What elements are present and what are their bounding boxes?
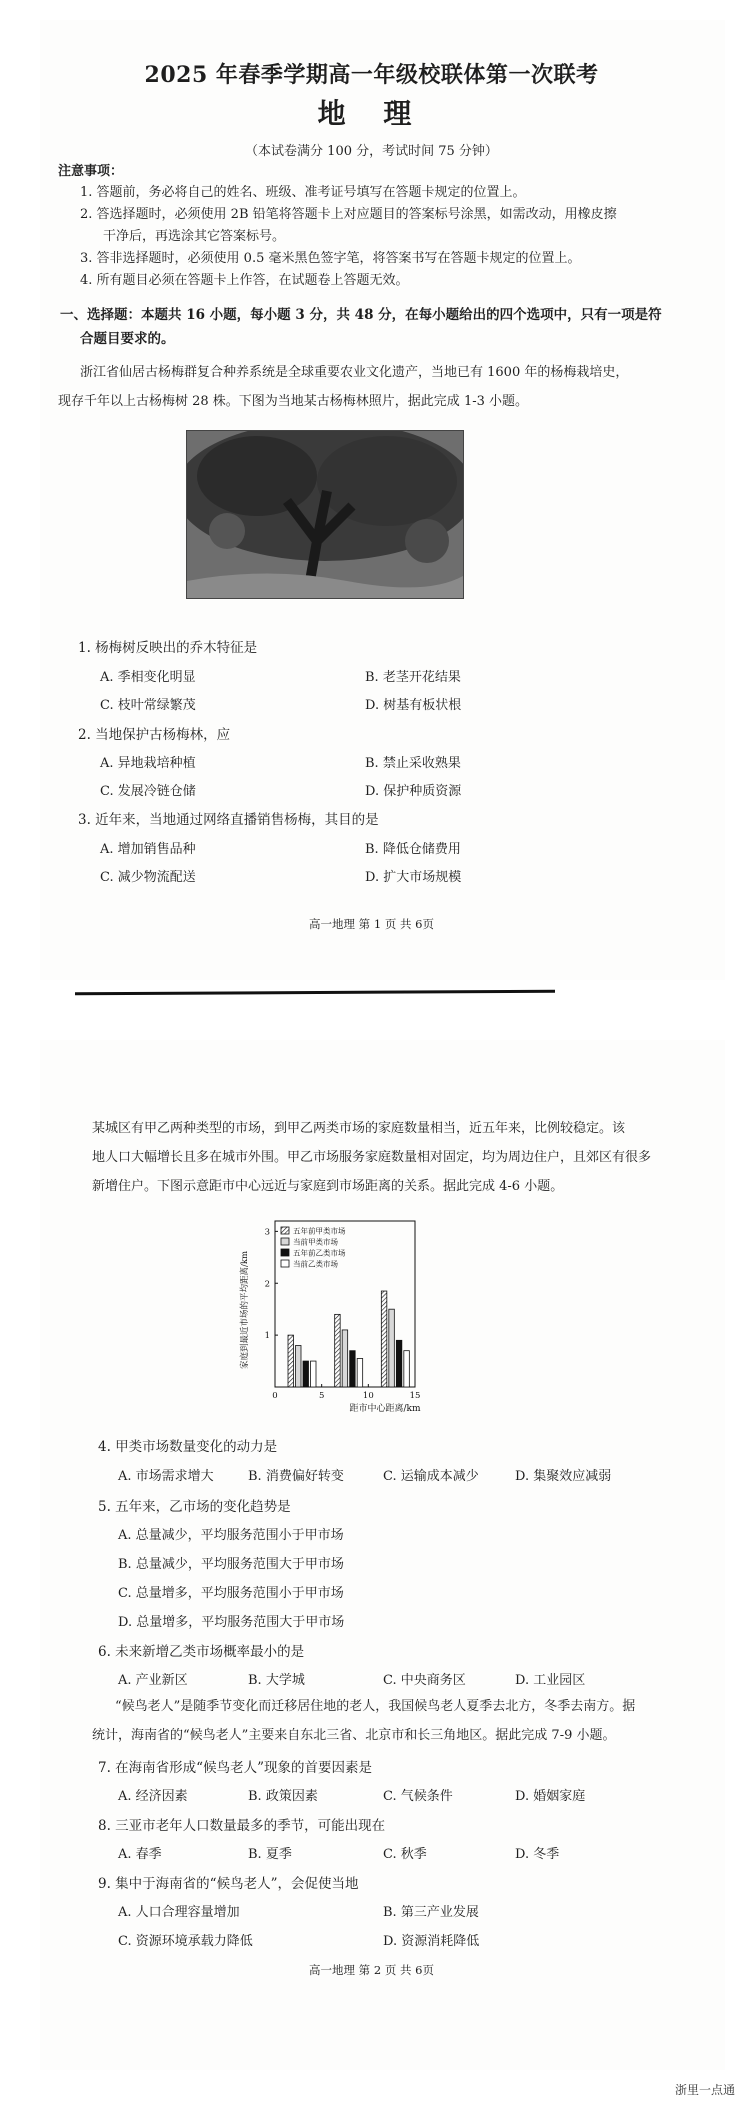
passage-3-line1: “候鸟老人”是随季节变化而迁移居住地的老人，我国候鸟老人夏季去北方，冬季去南方。据 [115, 1699, 636, 1714]
bar-五年前乙类市场-13 [396, 1340, 402, 1387]
notice-3: 3. 答非选择题时，必须使用 0.5 毫米黑色签字笔，将答案书写在答题卡规定的位置上。 [80, 251, 581, 266]
notice-1: 1. 答题前，务必将自己的姓名、班级、准考证号填写在答题卡规定的位置上。 [80, 185, 526, 200]
bar-当前乙类市场-3 [311, 1361, 317, 1387]
q9-option-d[interactable]: D. 资源消耗降低 [383, 1934, 480, 1949]
legend-label: 五年前乙类市场 [293, 1248, 346, 1258]
q5-option-c[interactable]: C. 总量增多，平均服务范围小于甲市场 [118, 1586, 344, 1601]
exam-info: （本试卷满分 100 分，考试时间 75 分钟） [245, 144, 498, 159]
passage-2-line1: 某城区有甲乙两种类型的市场，到甲乙两类市场的家庭数量相当，近五年来，比例较稳定。该 [92, 1121, 626, 1136]
x-tick-label: 0 [272, 1391, 278, 1401]
q8-option-c[interactable]: C. 秋季 [383, 1847, 427, 1862]
x-tick-label: 5 [318, 1391, 325, 1401]
passage-2-line2: 地人口大幅增长且多在城市外围。甲乙市场服务家庭数量相对固定，均为周边住户，且郊区有很多 [92, 1150, 652, 1165]
page-1-footer: 高一地理 第 1 页 共 6页 [309, 917, 434, 931]
q4-option-c[interactable]: C. 运输成本减少 [383, 1469, 479, 1484]
q1-option-b[interactable]: B. 老茎开花结果 [365, 670, 461, 685]
bar-五年前甲类市场-8 [335, 1314, 341, 1387]
q1-stem: 1. 杨梅树反映出的乔木特征是 [78, 640, 258, 656]
x-tick-label: 15 [409, 1391, 421, 1401]
q6-option-d[interactable]: D. 工业园区 [515, 1673, 586, 1688]
passage-1-line2: 现存千年以上古杨梅树 28 株。下图为当地某古杨梅林照片，据此完成 1-3 小题。 [58, 394, 529, 409]
legend-label: 当前甲类市场 [293, 1237, 338, 1247]
section-heading-cont: 合题目要求的。 [80, 331, 175, 347]
q6-option-a[interactable]: A. 产业新区 [118, 1673, 188, 1688]
q8-option-b[interactable]: B. 夏季 [248, 1847, 292, 1862]
q2-option-a[interactable]: A. 异地栽培种植 [100, 756, 196, 771]
y-tick-label: 1 [264, 1331, 270, 1342]
q7-option-c[interactable]: C. 气候条件 [383, 1789, 453, 1804]
passage-3-line2: 统计，海南省的“候鸟老人”主要来自东北三省、北京市和长三角地区。据此完成 7-9 小题。 [92, 1728, 616, 1743]
q9-stem: 9. 集中于海南省的“候鸟老人”，会促使当地 [98, 1876, 359, 1892]
legend-swatch [281, 1260, 289, 1267]
market-distance-chart [235, 1215, 515, 1415]
q6-stem: 6. 未来新增乙类市场概率最小的是 [98, 1644, 305, 1660]
q7-option-d[interactable]: D. 婚姻家庭 [515, 1789, 586, 1804]
bar-当前甲类市场-8 [342, 1330, 348, 1387]
q3-option-c[interactable]: C. 减少物流配送 [100, 870, 196, 885]
bar-五年前甲类市场-13 [381, 1291, 387, 1387]
q5-option-a[interactable]: A. 总量减少，平均服务范围小于甲市场 [118, 1528, 344, 1543]
bar-当前甲类市场-3 [296, 1346, 302, 1388]
q2-option-d[interactable]: D. 保护种质资源 [365, 784, 462, 799]
q1-option-c[interactable]: C. 枝叶常绿繁茂 [100, 698, 196, 713]
chart-x-axis-label: 距市中心距离/km [349, 1404, 421, 1414]
watermark-signature: 浙里一点通 [674, 2083, 735, 2097]
bar-当前甲类市场-13 [389, 1309, 395, 1387]
q8-option-d[interactable]: D. 冬季 [515, 1847, 560, 1862]
q1-option-a[interactable]: A. 季相变化明显 [100, 670, 196, 685]
tree-image [187, 431, 463, 598]
q7-option-a[interactable]: A. 经济因素 [118, 1789, 188, 1804]
passage-2-line3: 新增住户。下图示意距市中心远近与家庭到市场距离的关系。据此完成 4-6 小题。 [92, 1179, 564, 1194]
chart-y-axis-label: 家庭到最近市场的平均距离/km [240, 1250, 250, 1370]
q9-option-a[interactable]: A. 人口合理容量增加 [118, 1905, 240, 1920]
page-divider [75, 990, 555, 996]
legend-swatch [281, 1238, 289, 1245]
q3-option-d[interactable]: D. 扩大市场规模 [365, 870, 462, 885]
bar-当前乙类市场-13 [404, 1351, 410, 1387]
y-tick-label: 2 [264, 1279, 270, 1290]
section-heading: 一、选择题：本题共 16 小题，每小题 3 分，共 48 分，在每小题给出的四个选项中，只有一项是符 [60, 307, 662, 323]
q4-option-d[interactable]: D. 集聚效应减弱 [515, 1469, 612, 1484]
notice-2-cont: 干净后，再选涂其它答案标号。 [103, 229, 286, 244]
q2-stem: 2. 当地保护古杨梅林，应 [78, 727, 231, 743]
q9-option-c[interactable]: C. 资源环境承载力降低 [118, 1934, 253, 1949]
q5-option-d[interactable]: D. 总量增多，平均服务范围大于甲市场 [118, 1615, 345, 1630]
q3-option-b[interactable]: B. 降低仓储费用 [365, 842, 461, 857]
bar-当前乙类市场-8 [357, 1358, 363, 1387]
bar-五年前乙类市场-8 [350, 1351, 356, 1387]
q6-option-b[interactable]: B. 大学城 [248, 1673, 305, 1688]
passage-1-line1: 浙江省仙居古杨梅群复合种养系统是全球重要农业文化遗产，当地已有 1600 年的杨梅栽培史， [80, 365, 629, 380]
bar-五年前乙类市场-3 [303, 1361, 309, 1387]
legend-swatch [281, 1249, 289, 1256]
exam-title: 2025 年春季学期高一年级校联体第一次联考 [144, 62, 599, 88]
q4-option-b[interactable]: B. 消费偏好转变 [248, 1469, 344, 1484]
q9-option-b[interactable]: B. 第三产业发展 [383, 1905, 479, 1920]
q5-option-b[interactable]: B. 总量减少，平均服务范围大于甲市场 [118, 1557, 344, 1572]
y-tick-label: 3 [264, 1227, 270, 1238]
bayberry-forest-photo [186, 430, 464, 599]
q7-option-b[interactable]: B. 政策因素 [248, 1789, 318, 1804]
bar-五年前甲类市场-3 [288, 1335, 294, 1387]
q2-option-c[interactable]: C. 发展冷链仓储 [100, 784, 196, 799]
q4-stem: 4. 甲类市场数量变化的动力是 [98, 1439, 278, 1455]
q8-option-a[interactable]: A. 春季 [118, 1847, 162, 1862]
q5-stem: 5. 五年来，乙市场的变化趋势是 [98, 1499, 291, 1515]
q1-option-d[interactable]: D. 树基有板状根 [365, 698, 462, 713]
subject-title: 地 理 [317, 97, 426, 130]
q3-stem: 3. 近年来，当地通过网络直播销售杨梅，其目的是 [78, 812, 379, 828]
notice-2: 2. 答选择题时，必须使用 2B 铅笔将答题卡上对应题目的答案标号涂黑，如需改动，用橡皮擦 [80, 207, 617, 222]
q4-option-a[interactable]: A. 市场需求增大 [118, 1469, 214, 1484]
q2-option-b[interactable]: B. 禁止采收熟果 [365, 756, 461, 771]
x-tick-label: 10 [362, 1391, 374, 1401]
notice-4: 4. 所有题目必须在答题卡上作答，在试题卷上答题无效。 [80, 273, 409, 288]
legend-label: 当前乙类市场 [293, 1259, 338, 1269]
page-2-footer: 高一地理 第 2 页 共 6页 [309, 1963, 434, 1977]
notice-heading: 注意事项： [58, 164, 124, 179]
q6-option-c[interactable]: C. 中央商务区 [383, 1673, 466, 1688]
legend-swatch [281, 1227, 289, 1234]
q8-stem: 8. 三亚市老年人口数量最多的季节，可能出现在 [98, 1818, 386, 1834]
q3-option-a[interactable]: A. 增加销售品种 [100, 842, 196, 857]
q7-stem: 7. 在海南省形成“候鸟老人”现象的首要因素是 [98, 1760, 372, 1776]
legend-label: 五年前甲类市场 [293, 1226, 346, 1236]
